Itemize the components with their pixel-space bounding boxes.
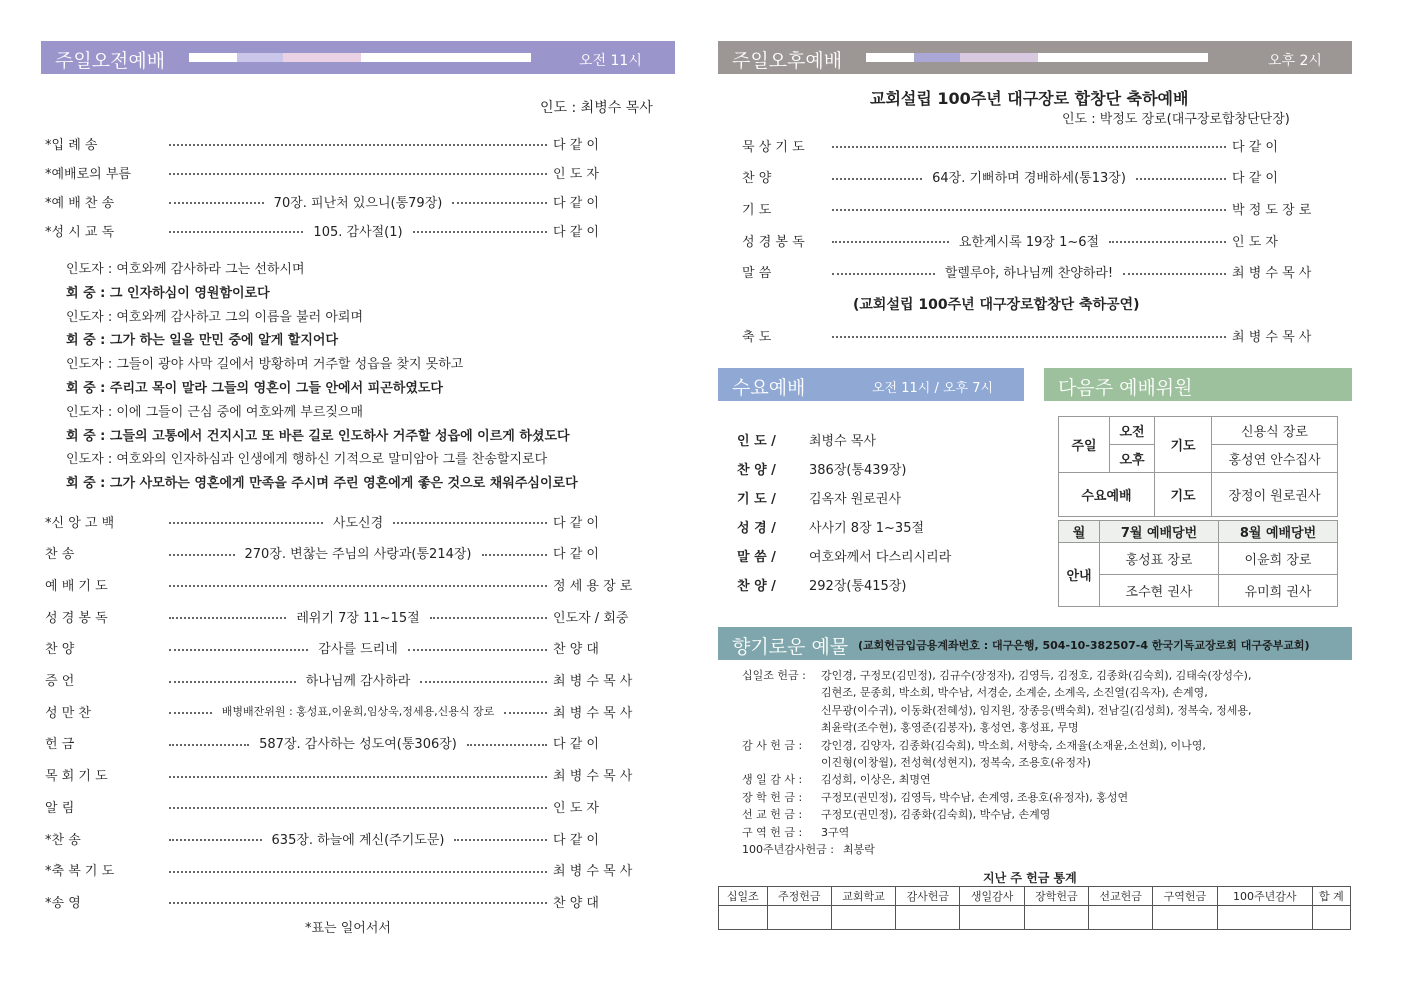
order-content: 할렐루야, 하나님께 찬양하라! [941, 262, 1117, 281]
afternoon-header [718, 41, 1352, 74]
order-content: 레위기 7장 11~15절 [292, 607, 423, 626]
stats-value-cell [896, 906, 960, 930]
offering-label: 생 일 감 사 : [742, 773, 803, 787]
dot-leader [454, 839, 547, 841]
next-week-table [1058, 416, 1338, 517]
offering-names: 이진형(이창월), 전성혁(성현지), 정복숙, 조용호(유정자) [821, 756, 1091, 769]
order-content: 635장. 하늘에 계신(주기도문) [268, 829, 449, 848]
july-guide-1: 홍성표 장로 [1100, 543, 1219, 575]
order-row [45, 190, 665, 212]
offering-title: 향기로운 예물 [732, 636, 849, 658]
order-responsible: 인 도 자 [1232, 234, 1278, 250]
aug-guide-2: 유미희 권사 [1219, 575, 1338, 607]
header-stripe [189, 53, 237, 62]
dot-leader [169, 585, 547, 587]
dot-leader [169, 144, 547, 146]
order-responsible: 최 병 수 목 사 [553, 769, 633, 785]
dot-leader [504, 712, 547, 714]
dot-leader [467, 744, 547, 746]
wed-value: 사사기 8장 1~35절 [809, 521, 925, 536]
order-responsible: 정 세 용 장 로 [553, 578, 633, 594]
dot-leader [169, 712, 212, 714]
order-label: *찬 송 [45, 832, 81, 848]
speaker: 인도자 [66, 357, 104, 373]
order-responsible: 인도자 / 회중 [553, 610, 629, 626]
stats-value-cell [1153, 906, 1217, 930]
dot-leader [413, 231, 547, 233]
stats-header-cell: 선교헌금 [1089, 887, 1153, 906]
aug-cell: 8월 예배당번 [1219, 521, 1338, 543]
dot-leader [169, 902, 547, 904]
response-text: 주리고 목이 말라 그들의 영혼이 그들 안에서 피곤하였도다 [109, 381, 443, 396]
speaker: 회 중 [66, 285, 96, 301]
am-name: 신용식 장로 [1212, 417, 1338, 445]
separator: : [103, 309, 117, 325]
stats-header-cell: 십일조 [719, 887, 768, 906]
offering-header [718, 627, 1352, 660]
dot-leader [408, 649, 547, 651]
order-row [45, 859, 665, 881]
stats-header-cell: 장학헌금 [1024, 887, 1088, 906]
separator: : [103, 452, 117, 468]
order-row [45, 542, 665, 564]
offering-names: 최봉락 [843, 843, 875, 856]
wed-prayer-cell: 기도 [1155, 473, 1212, 517]
order-row [45, 764, 665, 786]
morning-time: 오전 11시 [579, 53, 642, 69]
stats-header-cell: 감사헌금 [896, 887, 960, 906]
order-responsible: 다 같 이 [1232, 139, 1278, 155]
order-row [45, 700, 665, 722]
offering-account: (교회헌금입금용계좌번호 : 대구은행, 504-10-382507-4 한국기독교장로회 대구중부교회) [858, 639, 1310, 652]
order-responsible: 인 도 자 [553, 166, 599, 182]
order-label: 목 회 기 도 [45, 769, 108, 785]
separator: : [103, 262, 117, 277]
order-responsible: 찬 양 대 [553, 895, 599, 911]
standing-footnote: *표는 일어서서 [305, 921, 391, 936]
dot-leader [169, 871, 547, 873]
header-stripe [914, 53, 960, 62]
responsive-line [66, 353, 463, 372]
order-responsible: 찬 양 대 [553, 642, 599, 658]
order-row [45, 890, 665, 912]
dot-leader [1136, 178, 1226, 180]
response-text: 이에 그들이 근심 중에 여호와께 부르짖으매 [116, 404, 364, 420]
wed-label: 말 씀 / [737, 550, 776, 565]
response-text: 여호와께 감사하고 그의 이름을 불러 아뢰며 [116, 309, 364, 325]
next-week-header [1044, 368, 1352, 401]
order-label: 찬 양 [742, 171, 772, 187]
order-content: 하나님께 감사하라 [302, 670, 415, 689]
order-row [742, 324, 1324, 346]
wed-cell: 수요예배 [1059, 473, 1155, 517]
afternoon-heading: 교회설립 100주년 대구장로 합창단 축하예배 [870, 89, 1189, 108]
order-responsible: 다 같 이 [553, 224, 599, 240]
order-row [45, 573, 665, 595]
order-content: 배병배잔위원 : 홍성표,이윤희,임상욱,정세용,신용식 장로 [218, 703, 499, 719]
responsive-line [66, 425, 570, 444]
wed-label: 기 도 / [737, 492, 776, 507]
order-row [45, 669, 665, 691]
wed-label: 성 경 / [737, 521, 776, 536]
offering-label: 선 교 헌 금 : [742, 808, 803, 822]
offering-label: 100주년감사헌금 : [742, 843, 834, 856]
order-label: 찬 양 [45, 642, 75, 658]
wed-value: 김옥자 원로권사 [809, 492, 902, 507]
order-label: *송 영 [45, 895, 81, 911]
order-row [45, 161, 665, 183]
response-text: 그 인자하심이 영원함이로다 [109, 285, 270, 301]
header-stripe [283, 53, 361, 62]
stats-value-cell [831, 906, 895, 930]
wed-value: 292장(통415장) [809, 579, 907, 594]
wednesday-header [718, 368, 1024, 401]
order-row [45, 219, 665, 241]
offering-names: 신무광(이수귀), 이동화(전혜성), 임지원, 장종응(백숙희), 전남길(김성희), 정복숙, 정세용, [821, 703, 1252, 717]
dot-leader [169, 554, 235, 556]
separator: : [95, 476, 110, 492]
responsive-line [66, 448, 547, 467]
pm-name: 홍성연 안수집사 [1212, 445, 1338, 473]
order-label: 성 경 봉 독 [742, 234, 805, 250]
offering-label: 감 사 헌 금 : [742, 738, 803, 752]
header-stripe [960, 53, 1038, 62]
stats-header-cell: 주정헌금 [767, 887, 831, 906]
separator: : [103, 357, 117, 373]
stats-value-cell [1217, 906, 1312, 930]
dot-leader [169, 776, 547, 778]
order-content: 105. 감사절(1) [309, 221, 406, 240]
responsive-line [66, 377, 443, 396]
responsive-line [66, 306, 363, 325]
wed-label: 인 도 / [737, 434, 776, 449]
performance-note: (교회설립 100주년 대구장로합창단 축하공연) [853, 297, 1140, 313]
order-label: *예배로의 부름 [45, 166, 131, 182]
dot-leader [169, 744, 249, 746]
order-label: *입 례 송 [45, 137, 98, 153]
wednesday-time: 오전 11시 / 오후 7시 [872, 381, 994, 396]
order-row [742, 197, 1324, 219]
response-text: 그가 사모하는 영혼에게 만족을 주시며 주린 영혼에게 좋은 것으로 채워주심이로다 [109, 476, 578, 492]
order-row [45, 637, 665, 659]
dot-leader [169, 649, 308, 651]
response-text: 그들의 고통에서 건지시고 또 바른 길로 인도하사 거주할 성읍에 이르게 하셨도다 [109, 428, 570, 444]
order-content: 64장. 기뻐하며 경배하세(통13장) [928, 167, 1130, 186]
order-responsible: 다 같 이 [553, 547, 599, 563]
order-label: 찬 송 [45, 547, 75, 563]
dot-leader [832, 209, 1226, 211]
order-responsible: 다 같 이 [553, 137, 599, 153]
offering-label: 구 역 헌 금 : [742, 825, 803, 839]
order-responsible: 최 병 수 목 사 [553, 674, 633, 689]
header-stripe [361, 53, 531, 62]
dot-leader [832, 241, 949, 243]
response-text: 그가 하는 일을 만민 중에 알게 할지어다 [109, 333, 339, 349]
responsive-line [66, 472, 578, 491]
prayer-cell: 기도 [1155, 417, 1212, 473]
order-row [45, 795, 665, 817]
dot-leader [832, 146, 1226, 148]
order-content: 사도신경 [329, 512, 387, 531]
stats-value-cell [767, 906, 831, 930]
responsive-line [66, 329, 338, 348]
dot-leader [1123, 273, 1226, 275]
stats-header-cell: 합 계 [1312, 887, 1350, 906]
dot-leader [169, 807, 547, 809]
dot-leader [169, 202, 264, 204]
order-row [742, 166, 1324, 188]
stats-title: 지난 주 헌금 통계 [983, 871, 1077, 885]
wed-value: 386장(통439장) [809, 463, 907, 478]
speaker: 회 중 [66, 381, 96, 396]
am-cell: 오전 [1110, 417, 1155, 445]
dot-leader [430, 617, 547, 619]
separator: : [95, 381, 110, 396]
aug-guide-1: 이윤희 장로 [1219, 543, 1338, 575]
order-row [45, 510, 665, 532]
dot-leader [169, 231, 303, 233]
wednesday-title: 수요예배 [732, 377, 806, 399]
dot-leader [420, 681, 547, 683]
order-responsible: 인 도 자 [553, 800, 599, 816]
offering-label: 십일조 헌금 : [742, 669, 806, 682]
order-label: 알 림 [45, 800, 75, 816]
order-responsible: 다 같 이 [553, 832, 599, 848]
stats-header-cell: 교회학교 [831, 887, 895, 906]
order-row [45, 132, 665, 154]
stats-value-cell [719, 906, 768, 930]
order-content: 70장. 피난처 있으니(통79장) [270, 192, 447, 211]
offering-names: 김성희, 이상은, 최명연 [821, 773, 931, 787]
response-text: 여호와의 인자하심과 인생에게 행하신 기적으로 말미암아 그를 찬송할지로다 [116, 452, 548, 468]
order-label: 묵 상 기 도 [742, 139, 805, 155]
speaker: 인도자 [66, 404, 104, 420]
order-label: *성 시 교 독 [45, 224, 115, 240]
responsive-line [66, 401, 363, 420]
order-responsible: 최 병 수 목 사 [553, 705, 633, 721]
order-row [45, 732, 665, 754]
wed-name: 장정이 원로권사 [1212, 473, 1338, 517]
wed-label: 찬 양 / [737, 463, 776, 478]
dot-leader [169, 839, 262, 841]
afternoon-time: 오후 2시 [1268, 53, 1322, 69]
speaker: 회 중 [66, 476, 96, 492]
separator: : [103, 404, 117, 420]
wed-value: 최병수 목사 [809, 434, 876, 449]
response-text: 그들이 광야 사막 길에서 방황하며 거주할 성읍을 찾지 못하고 [116, 357, 464, 373]
stats-header-cell: 구역헌금 [1153, 887, 1217, 906]
separator: : [95, 285, 110, 301]
offering-names: 구정모(권민정), 김종화(김숙희), 박수남, 손계영 [821, 808, 1051, 822]
stats-header-cell: 생일감사 [960, 887, 1024, 906]
stats-header-cell: 100주년감사 [1217, 887, 1312, 906]
offering-names: 구정모(권민정), 김영득, 박수남, 손계영, 조용호(유정자), 홍성연 [821, 790, 1129, 804]
offering-names: 최윤락(조수현), 홍영준(김봉자), 홍성연, 홍성표, 무명 [821, 721, 1079, 735]
order-label: 기 도 [742, 202, 772, 218]
dot-leader [169, 617, 286, 619]
order-content: 감사를 드리네 [314, 638, 401, 657]
separator: : [95, 428, 110, 444]
sunday-cell: 주일 [1059, 417, 1110, 473]
header-stripe [1038, 53, 1208, 62]
guide-cell: 안내 [1059, 543, 1100, 607]
dot-leader [832, 178, 922, 180]
order-label: 말 씀 [742, 266, 772, 282]
dot-leader [1109, 241, 1226, 243]
order-responsible: 최 병 수 목 사 [553, 864, 633, 880]
pm-cell: 오후 [1110, 445, 1155, 473]
order-responsible: 최 병 수 목 사 [1232, 329, 1312, 345]
dot-leader [169, 522, 323, 524]
dot-leader [832, 336, 1226, 338]
july-cell: 7월 예배당번 [1100, 521, 1219, 543]
order-row [742, 261, 1324, 283]
response-text: 여호와께 감사하라 그는 선하시며 [116, 262, 305, 277]
order-responsible: 최 병 수 목 사 [1232, 266, 1312, 282]
dot-leader [482, 554, 548, 556]
order-content: 587장. 감사하는 성도여(통306장) [255, 733, 461, 752]
offering-names: 3구역 [821, 825, 850, 839]
stats-value-cell [960, 906, 1024, 930]
header-stripe [237, 53, 283, 62]
order-label: *신 앙 고 백 [45, 515, 115, 531]
order-row [742, 134, 1324, 156]
wed-value: 여호와께서 다스리시리라 [809, 550, 952, 565]
afternoon-leader: 인도 : 박정도 장로(대구장로합창단단장) [1062, 112, 1290, 127]
header-stripe [866, 53, 914, 62]
order-responsible: 다 같 이 [553, 737, 599, 753]
order-label: 증 언 [45, 674, 75, 689]
stats-value-cell [1024, 906, 1088, 930]
dot-leader [452, 202, 547, 204]
speaker: 인도자 [66, 452, 104, 468]
july-guide-2: 조수현 권사 [1100, 575, 1219, 607]
morning-header [41, 41, 675, 74]
morning-title: 주일오전예배 [55, 50, 166, 72]
afternoon-title: 주일오후예배 [732, 50, 843, 72]
order-label: 예 배 기 도 [45, 578, 108, 594]
wed-label: 찬 양 / [737, 579, 776, 594]
order-row [45, 827, 665, 849]
dot-leader [393, 522, 547, 524]
order-label: 성 경 봉 독 [45, 610, 108, 626]
dot-leader [169, 173, 547, 175]
responsive-line [66, 282, 270, 301]
order-responsible: 다 같 이 [1232, 171, 1278, 187]
separator: : [95, 333, 110, 349]
order-row [742, 229, 1324, 251]
speaker: 인도자 [66, 262, 104, 277]
offering-names: 김현조, 문종희, 박소희, 박수남, 서경순, 소계순, 소계옥, 소진열(김옥자), 손계영, [821, 686, 1208, 700]
month-cell: 월 [1059, 521, 1100, 543]
order-label: 축 도 [742, 329, 772, 345]
stats-value-cell [1312, 906, 1350, 930]
next-week-title: 다음주 예배위원 [1058, 377, 1193, 399]
order-responsible: 박 정 도 장 로 [1232, 202, 1312, 218]
responsive-line [66, 258, 305, 277]
duty-table [1058, 520, 1338, 607]
offering-names: 강인경, 구정모(김민정), 김규수(장정자), 김영득, 김정호, 김종화(김숙희), 김태숙(장성수), [821, 669, 1252, 682]
order-content: 270장. 변찮는 주님의 사랑과(통214장) [241, 543, 476, 562]
order-responsible: 다 같 이 [553, 195, 599, 211]
dot-leader [169, 681, 296, 683]
stats-value-cell [1089, 906, 1153, 930]
stats-table [718, 886, 1351, 930]
speaker: 회 중 [66, 428, 96, 444]
speaker: 인도자 [66, 309, 104, 325]
order-label: 헌 금 [45, 737, 75, 753]
order-label: *축 복 기 도 [45, 864, 115, 880]
offering-names: 강인경, 김양자, 김종화(김숙희), 박소희, 서향숙, 소재율(소재윤,소선희), 이나영, [821, 738, 1206, 752]
order-row [45, 605, 665, 627]
order-label: *예 배 찬 송 [45, 195, 115, 211]
order-responsible: 다 같 이 [553, 515, 599, 531]
speaker: 회 중 [66, 333, 96, 349]
order-label: 성 만 찬 [45, 705, 91, 721]
dot-leader [832, 273, 935, 275]
order-content: 요한계시록 19장 1~6절 [955, 231, 1103, 250]
morning-leader: 인도 : 최병수 목사 [540, 100, 653, 116]
offering-label: 장 학 헌 금 : [742, 790, 803, 804]
